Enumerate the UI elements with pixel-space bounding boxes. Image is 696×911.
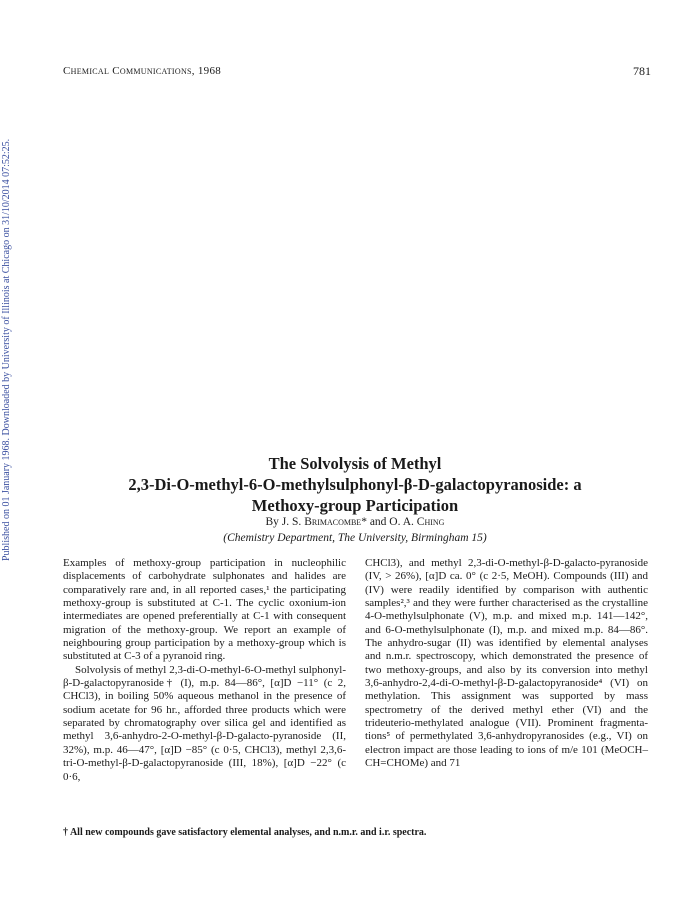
footnote: † All new compounds gave satisfactory elemental analyses, and n.m.r. and i.r. spectra. [63,827,427,838]
body-column-left [63,557,346,784]
byline-prefix: By J. S. [265,516,302,528]
body-column-right [365,557,648,771]
author-2: Ching [416,516,445,528]
affiliation: (Chemistry Department, The University, Birmingham 15) [223,532,487,544]
article-title [40,453,670,516]
title-line-3: Methoxy-group Participation [251,496,459,515]
paragraph: Examples of methoxy-group participation in nucleophilic displacements of carbohydrate sulphonates and halides are comparatively rare and, in all reported cases,¹ the participating methoxy-group is substituted at C-1. The cyclic oxonium-ion intermediates are opened preferentially at C-1 with consequent migration of the methoxy-group. We report an example of neighbouring group participation by a methoxy-group which is substituted at C-3 of a pyranoid ring. [63,557,346,663]
paragraph: Solvolysis of methyl 2,3-di-O-methyl-6-O-methyl sulphonyl-β-D-galactopyranoside† (I), m.p. 84—86°, [α]D −11° (c 2, CHCl3), in boiling 50% aqueous methanol in the presence of sodium acetate for 96 hr., afforded three products which were separated by chromatography over silica gel and identified as methyl 3,6-anhydro-2-O-methyl-β-D-galacto-pyranoside (II, 32%), m.p. 46—47°, [α]D −85° (c 0·5, CHCl3), methyl 2,3,6-tri-O-methyl-β-D-galactopyranoside (III, 18%), [α]D −22° (c 0·6, [63,663,346,783]
title-line-2: 2,3-Di-O-methyl-6-O-methylsulphonyl-β-D-galactopyranoside: a [128,475,582,494]
paragraph: CHCl3), and methyl 2,3-di-O-methyl-β-D-galacto-pyranoside (IV, > 26%), [α]D ca. 0° (c 2·5, MeOH). Compounds (III) and (IV) were readily identified by comparison with authentic samples²,³ and they were further characterised as the crystalline 4-O-methylsulphonate (V), m.p. and mixed m.p. 141—142°, and 6-O-methylsulphonate (I), m.p. and mixed m.p. 84—86°. The anhydro-sugar (II) was identified by elemental analyses and n.m.r. spectroscopy, which demonstrated the presence of two methoxy-groups, and also by its conversion into methyl 3,6-anhydro-2,4-di-O-methyl-β-D-galactopyranoside⁴ (VI) on methylation. This assignment was supported by mass spectrometry of the derived methyl ether (VI) and the trideuterio-methylated analogue (VII). Prominent fragmenta-tions⁵ of permethylated 3,6-anhydropyranosides (e.g., VI) on electron impact are those leading to ions of m/e 101 (MeOCH–CH=CHOMe) and 71 [365,557,648,770]
title-line-1: The Solvolysis of Methyl [268,454,442,473]
author-1: Brimacombe* [304,516,367,528]
download-notice: Published on 01 January 1968. Downloaded by University of Illinois at Chicago on 31/10/2014 07:52:25. [1,138,12,562]
byline [40,516,670,528]
journal-title: Chemical Communications, 1968 [63,65,222,77]
page-number: 781 [633,64,651,78]
byline-and: and O. A. [369,516,414,528]
